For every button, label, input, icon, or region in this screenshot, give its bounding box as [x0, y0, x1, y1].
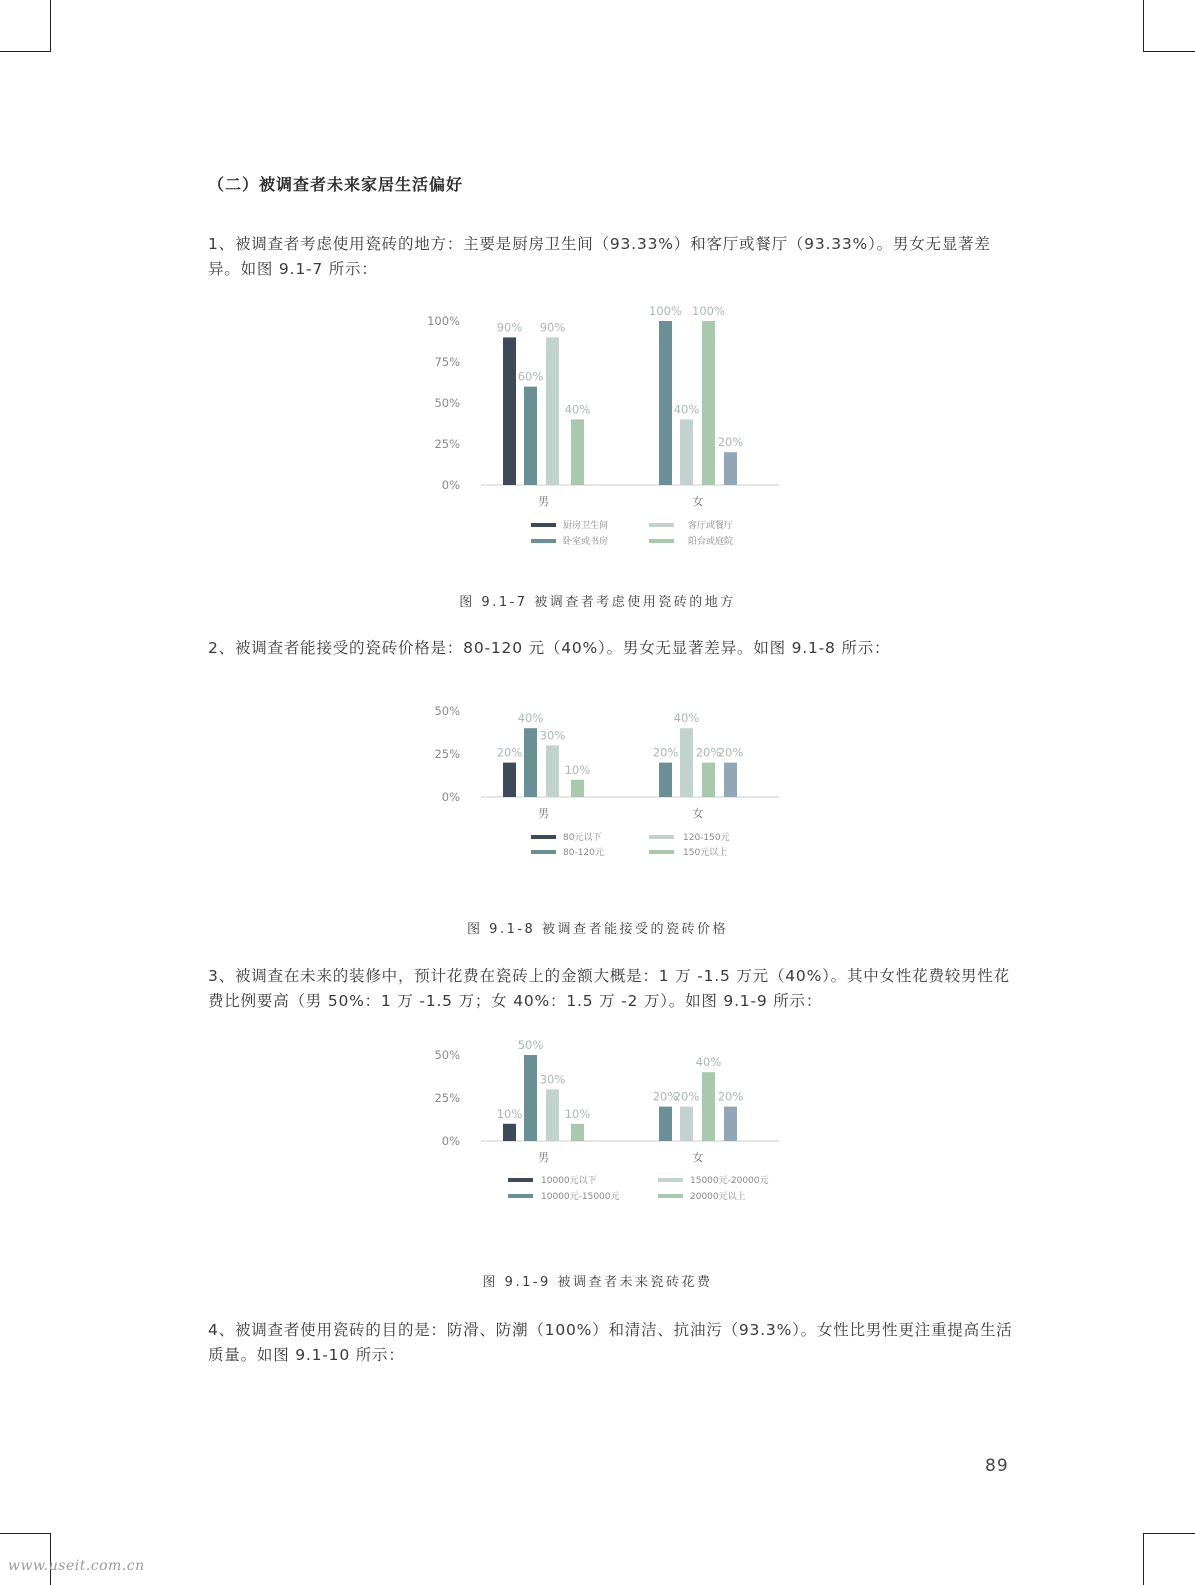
crop-mark-bottom-right-v: [1143, 1533, 1144, 1585]
legend-label: 厨房卫生间: [563, 521, 609, 531]
chart-fig-9-1-8: [0, 690, 1195, 870]
paragraph-4: 4、被调查者使用瓷砖的目的是：防滑、防潮（100%）和清洁、抗油污（93.3%）。女性比男性更注重提高生活质量。如图 9.1-10 所示：: [208, 1321, 1013, 1364]
x-category-label: 男: [538, 1151, 549, 1164]
legend-swatch: [649, 850, 674, 854]
legend-label: 卧室或书房: [563, 537, 609, 547]
data-label-male-2: 40%: [517, 711, 544, 726]
x-category-label: 女: [692, 1151, 704, 1164]
data-label-female-4: 20%: [717, 1089, 744, 1104]
legend-swatch: [531, 850, 556, 854]
paragraph-3: 3、被调查在未来的装修中，预计花费在瓷砖上的金额大概是：1 万 -1.5 万元（40%）。其中女性花费较男性花费比例要高（男 50%：1 万 -1.5 万；女 40%：1.5 万 -2 万）。如图 9.1-9 所示：: [208, 967, 1010, 1010]
data-label-female-3: 20%: [695, 745, 722, 760]
bar-female-4: [724, 763, 737, 797]
paragraph-1: 1、被调查者考虑使用瓷砖的地方：主要是厨房卫生间（93.33%）和客厅或餐厅（93.33%）。男女无显著差异。如图 9.1-7 所示：: [208, 235, 991, 278]
data-label-female-1: 20%: [652, 745, 679, 760]
legend-swatch: [531, 539, 556, 543]
data-label-male-2: 50%: [517, 1038, 544, 1052]
crop-mark-top-right-h: [1143, 51, 1195, 52]
bar-female-1: [659, 763, 672, 797]
bar-male-3: [546, 745, 559, 797]
bar-male-3: [546, 1089, 559, 1141]
crop-mark-top-left-v: [50, 0, 51, 52]
data-label-female-4: 20%: [717, 745, 744, 760]
x-category-label: 男: [538, 495, 549, 508]
data-label-male-4: 10%: [564, 1106, 591, 1121]
data-label-female-2: 20%: [673, 1089, 700, 1104]
crop-mark-top-right-v: [1143, 0, 1144, 52]
bar-female-3: [702, 1072, 715, 1141]
legend-swatch: [649, 523, 674, 527]
bar-male-4: [571, 780, 584, 797]
watermark: www.useit.com.cn: [8, 1558, 145, 1574]
legend-label: 80-120元: [563, 848, 604, 858]
y-tick-label: 25%: [434, 1091, 460, 1105]
bar-female-2: [680, 1107, 693, 1141]
bar-male-3: [546, 337, 559, 485]
data-label-male-1: 20%: [496, 745, 523, 760]
y-tick-label: 75%: [434, 355, 460, 369]
data-label-female-2: 40%: [673, 711, 700, 726]
page-number: 89: [985, 1456, 1009, 1476]
legend-swatch: [649, 835, 674, 839]
legend-label: 客厅或餐厅: [688, 521, 734, 531]
legend-label: 阳台或庭院: [688, 537, 734, 547]
bar-female-3: [702, 321, 715, 485]
data-label-female-4: 20%: [717, 435, 744, 450]
y-tick-label: 0%: [441, 1134, 460, 1148]
chart-fig-9-1-7: [0, 300, 1195, 560]
y-tick-label: 100%: [427, 314, 460, 328]
bar-female-4: [724, 452, 737, 485]
legend-label: 10000元以下: [541, 1176, 597, 1186]
data-label-female-3: 100%: [692, 304, 725, 318]
data-label-male-1: 90%: [496, 320, 523, 335]
y-tick-label: 0%: [441, 790, 460, 804]
bar-female-1: [659, 321, 672, 485]
legend-label: 20000元以上: [690, 1192, 746, 1202]
data-label-male-2: 60%: [517, 369, 544, 384]
caption-fig-9-1-9: 图 9.1-9 被调查者未来瓷砖花费: [482, 1275, 713, 1290]
data-label-male-3: 30%: [539, 1072, 566, 1087]
data-label-male-1: 10%: [496, 1106, 523, 1121]
crop-mark-top-left-h: [0, 51, 51, 52]
crop-mark-bottom-left-h: [0, 1533, 51, 1534]
bar-male-4: [571, 419, 584, 485]
bar-female-4: [724, 1107, 737, 1141]
y-tick-label: 50%: [434, 704, 460, 718]
chart-fig7-svg: [0, 300, 1195, 560]
paragraph-2: 2、被调查者能接受的瓷砖价格是：80-120 元（40%）。男女无显著差异。如图 9.1-8 所示：: [208, 639, 891, 657]
legend-label: 120-150元: [683, 833, 730, 843]
y-tick-label: 50%: [434, 1048, 460, 1062]
bar-female-3: [702, 763, 715, 797]
bar-male-2: [524, 728, 537, 797]
legend-swatch: [531, 523, 556, 527]
data-label-female-1: 100%: [649, 304, 682, 318]
data-label-female-2: 40%: [673, 402, 700, 417]
legend-label: 15000元-20000元: [690, 1176, 769, 1186]
bar-male-2: [524, 1055, 537, 1141]
legend-swatch: [508, 1194, 533, 1198]
crop-mark-bottom-right-h: [1143, 1533, 1195, 1534]
data-label-male-3: 30%: [539, 728, 566, 743]
y-tick-label: 0%: [441, 478, 460, 492]
y-tick-label: 50%: [434, 396, 460, 410]
data-label-male-3: 90%: [539, 320, 566, 335]
bar-male-1: [503, 337, 516, 485]
bar-male-4: [571, 1124, 584, 1141]
y-tick-label: 25%: [434, 437, 460, 451]
caption-fig-9-1-7: 图 9.1-7 被调查者考虑使用瓷砖的地方: [459, 595, 736, 610]
legend-swatch: [508, 1178, 533, 1182]
legend-swatch: [649, 539, 674, 543]
chart-fig9-svg: [0, 1035, 1195, 1215]
bar-female-1: [659, 1107, 672, 1141]
caption-fig-9-1-8: 图 9.1-8 被调查者能接受的瓷砖价格: [467, 922, 728, 937]
data-label-female-3: 40%: [695, 1055, 722, 1070]
chart-fig-9-1-9: [0, 1035, 1195, 1215]
data-label-female-1: 20%: [652, 1089, 679, 1104]
bar-female-2: [680, 728, 693, 797]
section-heading: （二）被调查者未来家居生活偏好: [208, 175, 464, 194]
bar-female-2: [680, 419, 693, 485]
chart-fig8-svg: [0, 690, 1195, 870]
x-category-label: 女: [692, 807, 704, 820]
legend-label: 10000元-15000元: [541, 1192, 620, 1202]
x-category-label: 男: [538, 807, 549, 820]
legend-swatch: [658, 1178, 683, 1182]
bar-male-1: [503, 1124, 516, 1141]
x-category-label: 女: [692, 495, 704, 508]
legend-swatch: [658, 1194, 683, 1198]
data-label-male-4: 40%: [564, 402, 591, 417]
legend-label: 80元以下: [563, 833, 602, 843]
legend-swatch: [531, 835, 556, 839]
bar-male-1: [503, 763, 516, 797]
legend-label: 150元以上: [683, 848, 728, 858]
y-tick-label: 25%: [434, 747, 460, 761]
data-label-male-4: 10%: [564, 762, 591, 777]
bar-male-2: [524, 387, 537, 485]
